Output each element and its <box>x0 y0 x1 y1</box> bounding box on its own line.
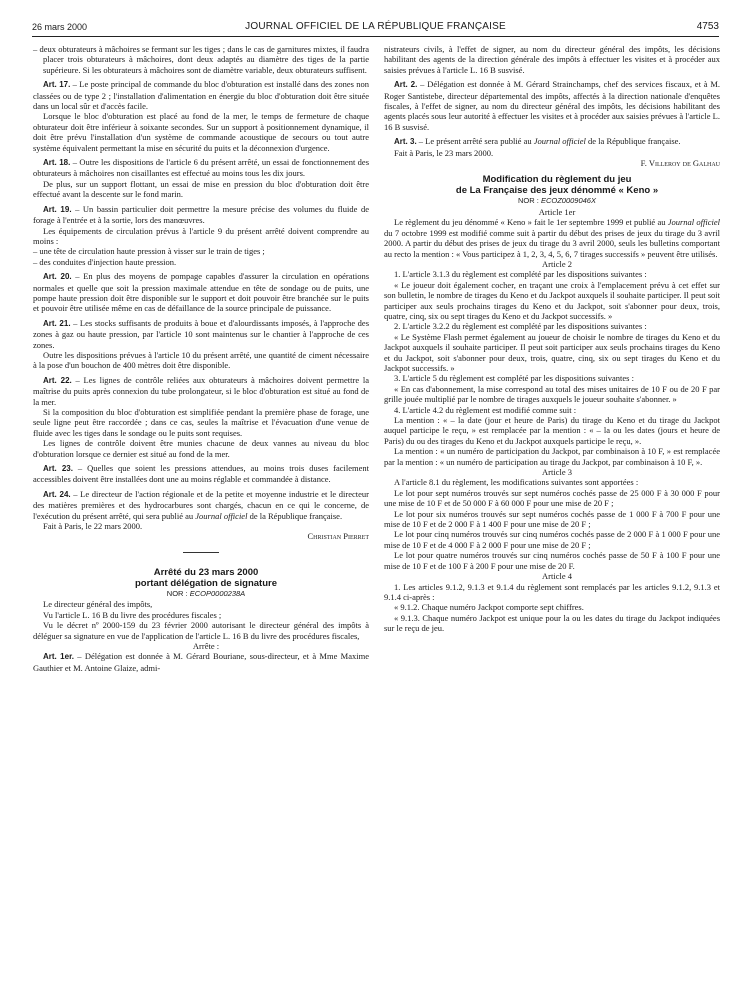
date-line: Fait à Paris, le 23 mars 2000. <box>394 147 494 158</box>
article-heading: Article 1er <box>538 206 576 217</box>
list-item: – des conduites d'injection haute pression. <box>33 257 369 267</box>
article-17: Art. 17. – Le poste principal de commande du bloc d'obturation est installé dans des zones non classées ou de type 2 ; l'installation d'alimentation en énergie du bloc d'obturation doit être située dans un local sûr et d'accès facile. <box>33 79 369 112</box>
article-label: Art. 20. <box>43 272 72 282</box>
article-label: Art. 2. <box>394 80 418 90</box>
article-23: Art. 23. – Quelles que soient les pressions attendues, au moins trois duses facilement accessibles doivent être installées dont une au moins réglable et commandée à distance. <box>33 463 369 485</box>
article-heading: Article 4 <box>542 571 572 582</box>
paragraph: « Le joueur doit également cocher, en traçant une croix à l'emplacement prévu à cet effet sur son bulletin, le nombre de tirages du Keno et du Jackpot auxquels il souhaite participer. Il peut soit participer aux seuls prochains tirages du Keno et du Jackpot, soit s'abonner pour deux, trois, quatre, cinq, six ou sept tirages du Keno et du Jackpot successifs. » <box>384 279 720 321</box>
left-column <box>33 44 369 673</box>
paragraph: Lorsque le bloc d'obturation est placé au fond de la mer, le temps de fermeture de chaque obturateur doit être inférieur à soixante secondes. Sur un support à positionnement dynamique, il doit être prévu l'installation d'un système de commande acoustique de secours ou tout autre système équivalent permettant la mise en sécurité du puits et la déconnexion d'urgence. <box>33 111 369 153</box>
signature: F. Villeroy de Galhau <box>640 158 720 169</box>
paragraph: 4. L'article 4.2 du règlement est modifié comme suit : <box>394 404 577 415</box>
article-18: Art. 18. – Outre les dispositions de l'article 6 du présent arrêté, un essai de fonctionnement des obturateurs à mâchoires non cisaillantes est effectué au moins tous les dix jours. <box>33 157 370 179</box>
paragraph: Le directeur général des impôts, <box>43 599 153 610</box>
article-label: Art. 17. <box>43 80 71 90</box>
paragraph: 2. L'article 3.2.2 du règlement est complété par les dispositions suivantes : <box>394 321 647 332</box>
paragraph: La mention : « – la date (jour et heure de Paris) du tirage du Keno et du tirage du Jackpot auquel participe le reçu, » est remplacée par la mention : « – la ou les dates (jours et heure de Paris) du ou des tirages du Keno et du Jackpot auxquels participe le reçu, ». <box>384 415 720 446</box>
article-label: Art. 19. <box>43 204 72 214</box>
article-label: Art. 3. <box>394 137 417 147</box>
article-heading: Article 3 <box>542 467 572 478</box>
header-rule <box>32 36 719 37</box>
article-label: Art. 21. <box>43 318 71 328</box>
nor-reference: NOR : ECOP0000238A <box>166 588 246 598</box>
article-heading: Article 2 <box>542 258 572 269</box>
paragraph: De plus, sur un support flottant, un essai de mise en pression du bloc d'obturation doit être effectué avant la descente sur le fond marin. <box>33 178 369 200</box>
article-2: Art. 2. – Délégation est donnée à M. Gérard Strainchamps, chef des services fiscaux, et à M. Roger Santistebe, directeur départemental des impôts, affectés à la direction nationale d'enquêtes fiscales, à l'effet de signer, au nom du directeur général des impôts, les décisions habilitant des agents placés sous leur autorité à effectuer les visites et à procéder aux saisies prévues à l'article L. 16 B susvisé. <box>384 79 720 132</box>
paragraph: 1. Les articles 9.1.2, 9.1.3 et 9.1.4 du règlement sont remplacés par les articles 9.1.2, 9.1.3 et 9.1.4 ci-après : <box>384 581 720 602</box>
paragraph: « 9.1.2. Chaque numéro Jackpot comporte sept chiffres. <box>394 602 584 613</box>
paragraph: – deux obturateurs à mâchoires se fermant sur les tiges ; dans le cas de garnitures mixtes, il faudra placer trois obturateurs à mâchoires, dont deux adaptés au diamètre des tiges de la partie supérieure. Si les obturateurs à mâchoires sont de diamètre variable, deux obturateurs suffisent. <box>33 44 369 75</box>
page-header <box>32 20 719 34</box>
list-item: – une tête de circulation haute pression à visser sur le train de tiges ; <box>33 246 369 256</box>
paragraph: La mention : « un numéro de participation du Jackpot, par combinaison à 10 F, » est remplacée par la mention : « un numéro de participation au tirage du Jackpot, par combinaison à 10 F, ». <box>384 446 720 467</box>
header-title: JOURNAL OFFICIEL DE LA RÉPUBLIQUE FRANÇAISE <box>245 21 506 32</box>
paragraph: « 9.1.3. Chaque numéro Jackpot est unique pour la ou les dates du tirage du Jackpot indiquées sur le reçu de jeu. <box>384 612 720 634</box>
article-label: Art. 1er. <box>43 652 74 662</box>
article-label: Art. 18. <box>43 158 71 168</box>
paragraph: Le lot pour sept numéros trouvés sur sept numéros cochés passe de 25 000 F à 30 000 F pour une mise de 10 F et de 50 000 F à 60 000 F pour une mise de 20 F ; <box>384 487 720 509</box>
section-subtitle: portant délégation de signature <box>135 577 277 589</box>
paragraph: Les équipements de circulation prévus à l'article 9 du présent arrêté doivent comprendre au moins : <box>33 225 369 246</box>
paragraph: A l'article 8.1 du règlement, les modifications suivantes sont apportées : <box>394 477 639 488</box>
paragraph: Vu l'article L. 16 B du livre des procédures fiscales ; <box>43 609 222 620</box>
right-column <box>384 44 720 634</box>
section-title: Arrêté du 23 mars 2000 <box>153 566 259 578</box>
article-24: Art. 24. – Le directeur de l'action régionale et de la petite et moyenne industrie et le directeur des matières premières et des hydrocarbures sont chargés, chacun en ce qui le concerne, de l'exécution du présent arrêté, qui sera publié au Journal officiel de la République française. <box>33 488 369 521</box>
paragraph: Vu le décret nº 2000-159 du 23 février 2000 autorisant le directeur général des impôts à déléguer sa signature en vue de l'application de l'article L. 16 B du livre des procédures fiscales, <box>33 620 369 641</box>
nor-reference: NOR : ECOZ0009046X <box>518 196 596 206</box>
paragraph: Les lignes de contrôle doivent être munies chacune de deux vannes au niveau du bloc d'obturation lorsque ce dernier est situé au fond de la mer. <box>33 438 369 459</box>
article-label: Art. 24. <box>43 489 71 499</box>
article-label: Art. 23. <box>43 464 73 474</box>
article-label: Art. 22. <box>43 375 72 385</box>
article-22: Art. 22. – Les lignes de contrôle reliées aux obturateurs à mâchoires doivent permettre la maîtrise du puits après connexion du tube prolongateur, si le bloc d'obturation est situé au fond de la mer. <box>33 374 369 407</box>
article-1: Art. 1er. – Délégation est donnée à M. Gérard Bouriane, sous-directeur, et à Mme Maxime Gauthier et M. Antoine Glaize, admi- <box>33 651 369 673</box>
section-subtitle: de La Française des jeux dénommé « Keno » <box>455 185 659 197</box>
date-line: Fait à Paris, le 22 mars 2000. <box>43 521 143 532</box>
paragraph: « En cas d'abonnement, la mise correspond au total des mises unitaires de 10 F ou de 20 F par grille jouée multiplié par le nombre de tirages auxquels le joueur souhaite s'abonner. » <box>384 383 720 405</box>
section-title: Modification du règlement du jeu <box>482 174 632 186</box>
paragraph: nistrateurs civils, à l'effet de signer, au nom du directeur général des impôts, les décisions habilitant des agents de la direction générale des impôts à effectuer les visites et à procéder aux saisies prévues à l'article L. 16 B susvisé. <box>384 44 720 75</box>
paragraph: Outre les dispositions prévues à l'article 10 du présent arrêté, une quantité de ciment nécessaire à la pose d'un bouchon de 400 mètres doit être disponible. <box>33 349 369 371</box>
separator-rule <box>183 552 219 553</box>
paragraph: Le lot pour six numéros trouvés sur sept numéros cochés passe de 1 000 F à 700 F pour une mise de 10 F et de 2 000 F à 1 400 F pour une mise de 20 F ; <box>384 508 720 530</box>
paragraph: Si la composition du bloc d'obturation est simplifiée pendant la première phase de forage, une seule ligne peut être raccordée ; dans ce cas, seules la maîtrise et l'évacuation d'une venue de fluide avec les tiges dans le sondage ou le puits sont requises. <box>33 407 369 438</box>
paragraph: « Le Système Flash permet également au joueur de choisir le nombre de tirages du Keno et du Jackpot auxquels il souhaite participer. Il peut soit participer aux seuls prochains tirages du Keno et du Jackpot, soit s'abonner pour deux, trois, quatre, cinq, six ou sept tirages du Keno et du Jackpot successifs. » <box>384 331 720 373</box>
article-20: Art. 20. – En plus des moyens de pompage capables d'assurer la circulation en opérations normales et quelle que soit la pression maximale attendue en tête de sondage ou de puits, une pompe haute pression doit être disponible sur le support et doit pouvoir être branchée sur le puits et pouvoir être utilisée même en cas de défaillance de la source principale de puissance. <box>33 271 369 314</box>
header-date: 26 mars 2000 <box>32 22 88 32</box>
signature: Christian Pierret <box>307 531 369 542</box>
article-19: Art. 19. – Un bassin particulier doit permettre la mesure précise des volumes du fluide de forage à l'entrée et à la sortie, lors des manœuvres. <box>33 203 369 226</box>
paragraph: 3. L'article 5 du règlement est complété par les dispositions suivantes : <box>394 373 634 384</box>
page-number: 4753 <box>696 21 719 32</box>
arrete-heading: Arrête : <box>192 640 220 651</box>
paragraph: Le lot pour quatre numéros trouvés sur cinq numéros cochés passe de 50 F à 100 F pour une mise de 10 F et de 100 F à 200 F pour une mise de 20 F. <box>384 550 720 571</box>
paragraph: Le règlement du jeu dénommé « Keno » fait le 1er septembre 1999 et publié au Journal officiel du 7 octobre 1999 est modifié comme suit à partir du début des prises de jeux du tirage du 3 avril 2000. A partir du début des prises de jeux du tirage du 3 avril 2000, seuls les bulletins comportant au recto la mention : « Vous participez à 1, 2, 3, 4, 5, 6, 7 tirages successifs » peuvent être utilisés. <box>384 217 720 259</box>
paragraph: Le lot pour cinq numéros trouvés sur cinq numéros cochés passe de 2 000 F à 1 000 F pour une mise de 10 F et de 4 000 F à 2 000 F pour une mise de 20 F ; <box>384 529 720 550</box>
article-21: Art. 21. – Les stocks suffisants de produits à boue et d'alourdissants imposés, à l'approche des zones à gaz ou haute pression, par l'article 10 sont maintenus sur le chantier à l'approche de ces zones. <box>33 317 369 350</box>
article-3: Art. 3. – Le présent arrêté sera publié au Journal officiel de la République française. <box>394 136 681 147</box>
paragraph: 1. L'article 3.1.3 du règlement est complété par les dispositions suivantes : <box>394 269 647 280</box>
